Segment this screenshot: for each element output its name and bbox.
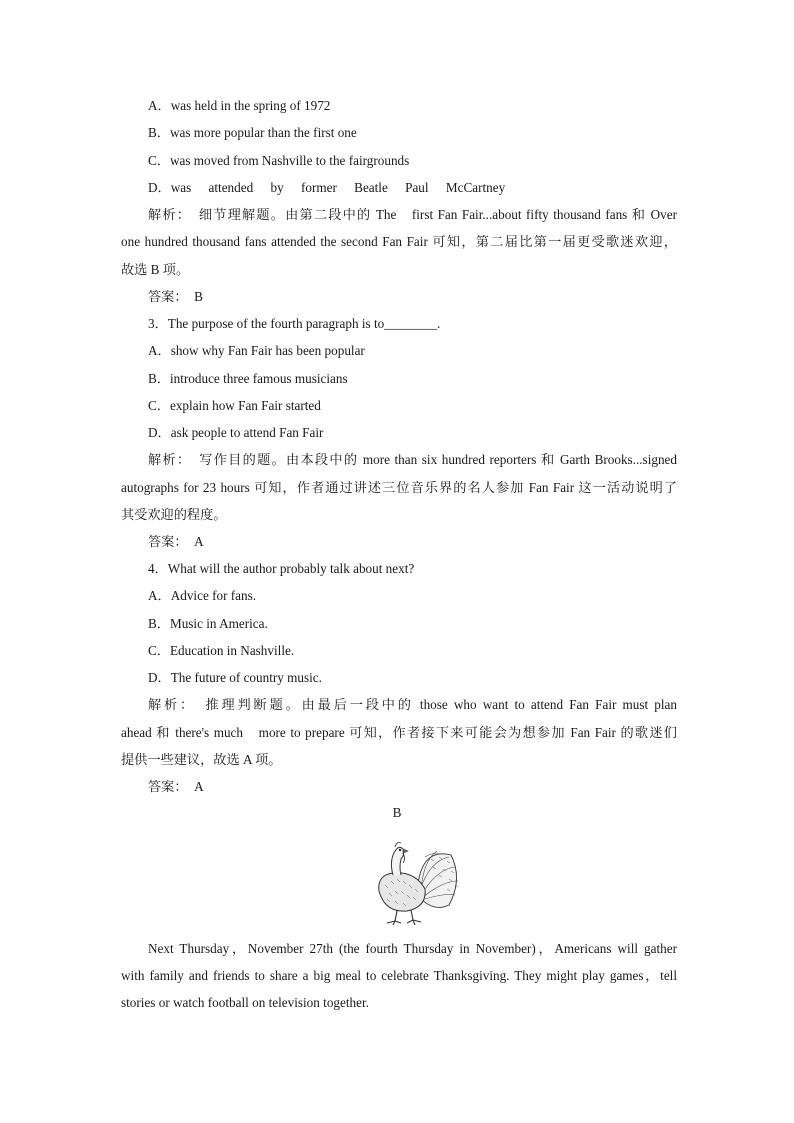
q4-answer: 答案： A [148,779,204,794]
q4-option-a: A．Advice for fans. [148,588,257,603]
q2-option-a: A．was held in the spring of 1972 [148,98,331,113]
q3-option-b: B．introduce three famous musicians [148,371,348,386]
q2-option-b: B．was more popular than the first one [148,125,357,140]
q4-option-c: C．Education in Nashville. [148,643,295,658]
q3-analysis-line-2: autographs for 23 hours 可知，作者通过讲述三位音乐界的名人参加 Fan Fair 这一活动说明了 [121,480,677,495]
q3-option-d: D．ask people to attend Fan Fair [148,425,324,440]
q4-analysis-line-2: ahead 和 there's much more to prepare 可知，作者接下来可能会为想参加 Fan Fair 的歌迷们 [121,725,677,740]
q2-analysis-line-3: 故选 B 项。 [121,262,190,277]
q2-option-d [148,179,506,196]
turkey-illustration-icon [359,835,461,927]
q4-option-b: B．Music in America. [148,616,268,631]
section-b-paragraph-line-2: with family and friends to share a big meal to celebrate Thanksgiving. They might play games，tell [121,968,677,983]
section-b-paragraph-line-3: stories or watch football on television together. [121,995,369,1010]
q2-analysis-line-2: one hundred thousand fans attended the second Fan Fair 可知，第二届比第一届更受歌迷欢迎， [121,234,677,249]
q4-analysis-line-1: 解析： 推理判断题。由最后一段中的 those who want to attend Fan Fair must plan [148,697,677,712]
q2-analysis-line-1: 解析： 细节理解题。由第二段中的 The first Fan Fair...about fifty thousand fans 和 Over [148,207,677,222]
q3-analysis-line-3: 其受欢迎的程度。 [121,507,227,522]
q4-question: 4．What will the author probably talk about next? [148,561,415,576]
q4-analysis-line-3: 提供一些建议，故选 A 项。 [121,752,282,767]
q3-analysis-line-1: 解析： 写作目的题。由本段中的 more than six hundred reporters 和 Garth Brooks...signed [148,452,677,467]
q3-option-c: C．explain how Fan Fair started [148,398,321,413]
q2-answer: 答案： B [148,289,203,304]
q3-answer: 答案： A [148,534,204,549]
section-b-heading: B [392,805,402,820]
q2-option-d-text: D．was attended by former Beatle Paul McCartney [148,180,506,195]
section-b-paragraph-line-1: Next Thursday，November 27th (the fourth Thursday in November)，Americans will gather [148,941,677,956]
q4-option-d: D．The future of country music. [148,670,322,685]
q3-question: 3．The purpose of the fourth paragraph is to________. [148,316,441,331]
q2-option-c: C．was moved from Nashville to the fairgrounds [148,153,410,168]
q3-option-a: A．show why Fan Fair has been popular [148,343,365,358]
